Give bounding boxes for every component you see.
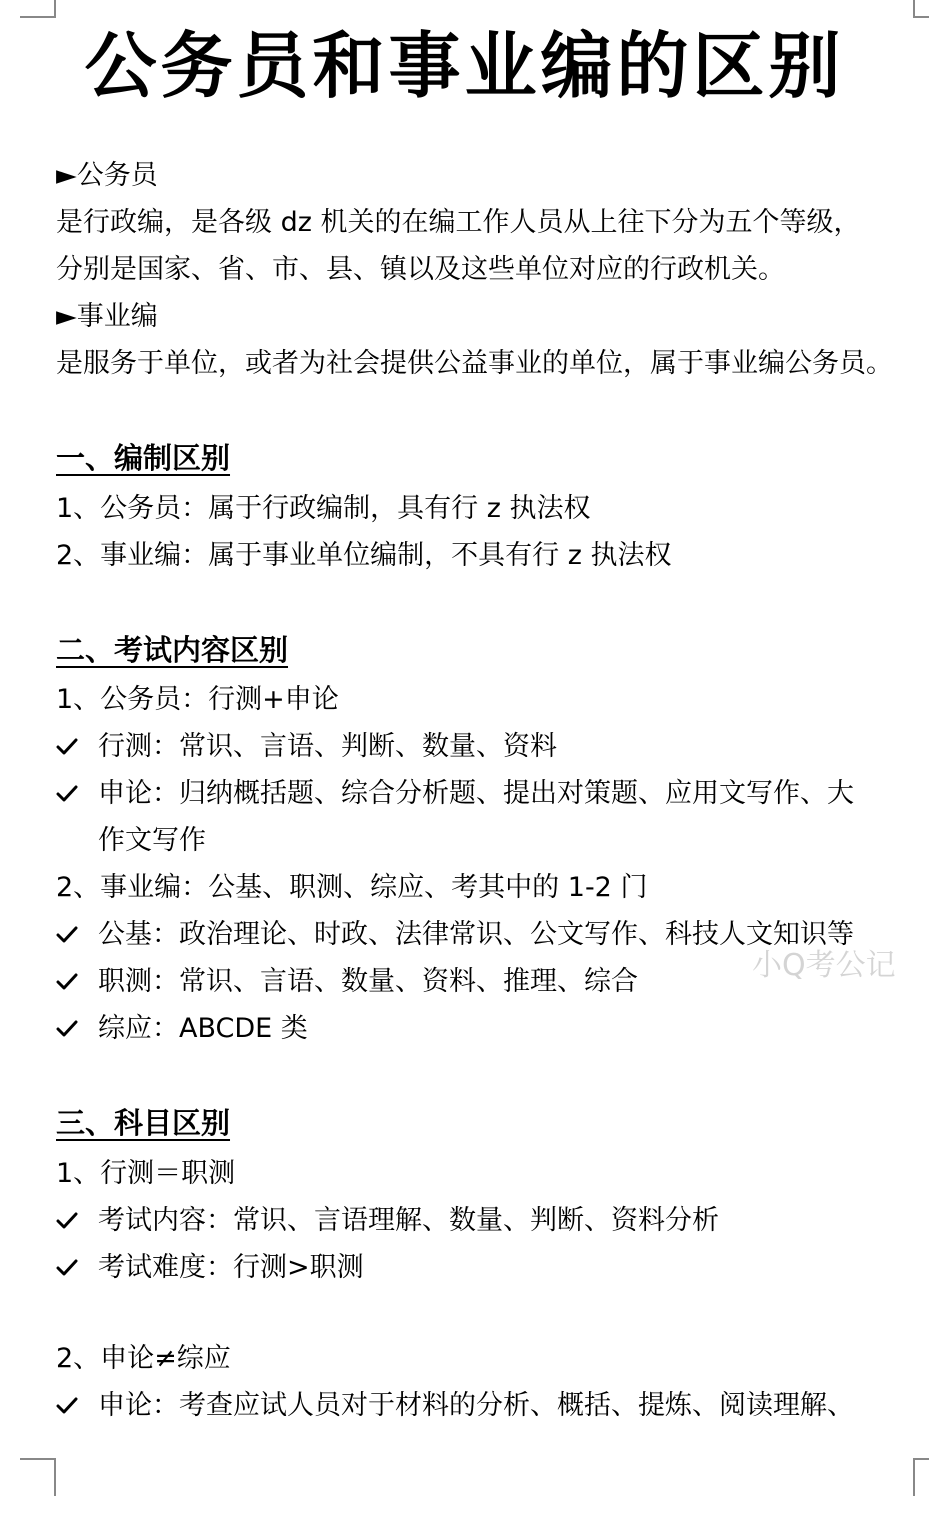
page-corner-mark — [20, 1458, 56, 1496]
check-item-continuation: 作文写作 — [98, 825, 206, 856]
intro-text: 是行政编，是各级 dz 机关的在编工作人员从上往下分为五个等级， — [56, 207, 861, 238]
check-item: 考试内容：常识、言语理解、数量、判断、资料分析 — [98, 1205, 719, 1236]
section-heading: 一、编制区别 — [56, 441, 231, 475]
list-item: 1、行测＝职测 — [56, 1158, 236, 1189]
check-item: 申论：考查应试人员对于材料的分析、概括、提炼、阅读理解、 — [98, 1390, 854, 1421]
page-corner-mark — [913, 1458, 929, 1496]
intro-bullet-public-institution: ►事业编 — [56, 301, 158, 332]
intro-text: 是服务于单位，或者为社会提供公益事业的单位，属于事业编公务员。 — [56, 348, 893, 379]
section-heading: 三、科目区别 — [56, 1106, 231, 1140]
list-item: 2、事业编：属于事业单位编制，不具有行 z 执法权 — [56, 540, 672, 571]
check-mark-icon — [56, 915, 82, 955]
page-title: 公务员和事业编的区别 — [84, 24, 845, 108]
check-mark-icon — [56, 962, 82, 1002]
check-item: 行测：常识、言语、判断、数量、资料 — [98, 731, 557, 762]
check-item: 考试难度：行测>职测 — [98, 1252, 364, 1283]
check-item: 综应：ABCDE 类 — [98, 1013, 308, 1044]
intro-text: 分别是国家、省、市、县、镇以及这些单位对应的行政机关。 — [56, 254, 785, 285]
check-mark-icon — [56, 1009, 82, 1049]
list-item: 2、申论≠综应 — [56, 1343, 231, 1374]
check-mark-icon — [56, 774, 82, 814]
section-heading: 二、考试内容区别 — [56, 633, 289, 667]
watermark: 小Q考公记 — [752, 948, 896, 983]
intro-bullet-civil-servant: ►公务员 — [56, 160, 158, 191]
list-item: 1、公务员：行测+申论 — [56, 684, 339, 715]
check-item: 申论：归纳概括题、综合分析题、提出对策题、应用文写作、大 — [98, 778, 854, 809]
check-mark-icon — [56, 1201, 82, 1241]
check-item: 公基：政治理论、时政、法律常识、公文写作、科技人文知识等 — [98, 919, 854, 950]
list-item: 2、事业编：公基、职测、综应、考其中的 1-2 门 — [56, 872, 648, 903]
check-item: 职测：常识、言语、数量、资料、推理、综合 — [98, 966, 638, 997]
page-corner-mark — [20, 0, 56, 18]
check-mark-icon — [56, 1386, 82, 1426]
list-item: 1、公务员：属于行政编制，具有行 z 执法权 — [56, 493, 591, 524]
page-corner-mark — [913, 0, 929, 18]
check-mark-icon — [56, 727, 82, 767]
check-mark-icon — [56, 1248, 82, 1288]
